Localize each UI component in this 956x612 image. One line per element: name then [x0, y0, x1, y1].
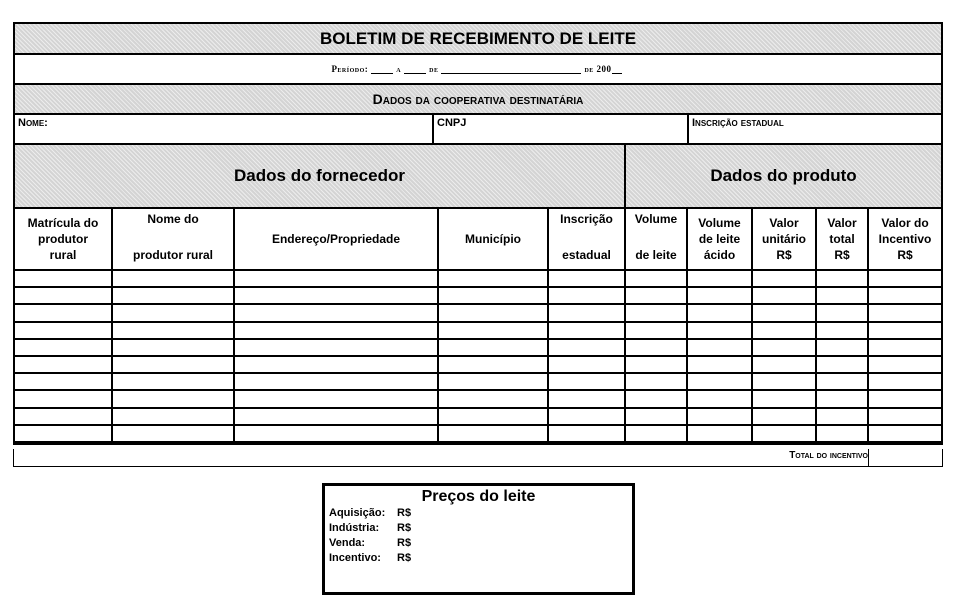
table-cell[interactable]	[753, 357, 817, 374]
price-item-label: Indústria:	[329, 522, 380, 534]
table-cell[interactable]	[817, 426, 869, 443]
table-cell[interactable]	[688, 357, 753, 374]
table-cell[interactable]	[753, 323, 817, 340]
cooperative-fields	[15, 115, 941, 145]
table-cell[interactable]	[817, 340, 869, 357]
column-header-line: de leite	[698, 232, 741, 246]
table-cell[interactable]	[15, 271, 113, 288]
period-a-label: a	[396, 64, 402, 74]
section-headers	[15, 145, 941, 209]
table-cell[interactable]	[869, 288, 941, 305]
table-cell[interactable]	[15, 288, 113, 305]
table-cell[interactable]	[439, 340, 549, 357]
table-cell[interactable]	[688, 409, 753, 426]
table-cell[interactable]	[439, 323, 549, 340]
table-cell[interactable]	[817, 391, 869, 408]
price-item	[329, 551, 632, 566]
table-cell[interactable]	[15, 340, 113, 357]
column-header-line: Endereço/Propriedade	[271, 232, 401, 246]
table-cell[interactable]	[753, 426, 817, 443]
table-cell[interactable]	[753, 374, 817, 391]
column-header-line: R$	[776, 248, 792, 262]
table-cell[interactable]	[235, 409, 439, 426]
total-incentive-label: Total do incentivo	[789, 450, 868, 461]
supplier-section-title: Dados do fornecedor	[15, 145, 626, 207]
price-item-currency[interactable]: R$	[397, 507, 412, 519]
table-cell[interactable]	[235, 426, 439, 443]
cooperative-section-title: Dados da cooperativa destinatária	[15, 85, 941, 115]
table-row	[15, 271, 941, 288]
table-cell[interactable]	[15, 409, 113, 426]
price-item-currency[interactable]: R$	[397, 522, 412, 534]
period-day-end-blank[interactable]	[404, 65, 426, 74]
total-incentive-value-field[interactable]	[868, 449, 942, 466]
column-header	[15, 209, 113, 271]
milk-prices-title: Preços do leite	[421, 488, 536, 505]
table-cell[interactable]	[113, 391, 235, 408]
table-cell[interactable]	[753, 305, 817, 322]
table-cell[interactable]	[817, 271, 869, 288]
table-cell[interactable]	[113, 409, 235, 426]
cooperative-state-registration-field[interactable]	[689, 115, 941, 143]
column-header-line: Inscrição	[560, 212, 613, 226]
table-cell[interactable]	[626, 409, 688, 426]
table-cell[interactable]	[549, 305, 626, 322]
table-cell[interactable]	[817, 323, 869, 340]
table-cell[interactable]	[869, 271, 941, 288]
price-item-currency[interactable]: R$	[397, 552, 412, 564]
table-cell[interactable]	[235, 340, 439, 357]
column-header-line: produtor rural	[133, 248, 213, 262]
table-cell[interactable]	[549, 391, 626, 408]
supplier-rows	[15, 271, 941, 443]
table-cell[interactable]	[113, 357, 235, 374]
table-cell[interactable]	[235, 357, 439, 374]
table-cell[interactable]	[688, 288, 753, 305]
table-row	[15, 323, 941, 340]
table-cell[interactable]	[869, 374, 941, 391]
column-header-line: Nome do	[147, 212, 199, 226]
column-header-line: de leite	[635, 248, 677, 262]
table-cell[interactable]	[113, 271, 235, 288]
table-cell[interactable]	[113, 340, 235, 357]
column-header	[439, 209, 549, 271]
table-row	[15, 288, 941, 305]
table-cell[interactable]	[549, 357, 626, 374]
column-header	[626, 209, 688, 271]
table-cell[interactable]	[688, 340, 753, 357]
column-header-line: Matrícula do	[27, 216, 99, 230]
table-cell[interactable]	[817, 288, 869, 305]
product-section-title: Dados do produto	[710, 166, 857, 185]
table-cell[interactable]	[817, 305, 869, 322]
column-header-line: ácido	[703, 248, 736, 262]
table-cell[interactable]	[113, 323, 235, 340]
table-cell[interactable]	[626, 374, 688, 391]
table-cell[interactable]	[439, 374, 549, 391]
table-cell[interactable]	[439, 305, 549, 322]
price-item	[329, 536, 632, 551]
table-row	[15, 340, 941, 357]
table-cell[interactable]	[688, 271, 753, 288]
table-cell[interactable]	[113, 426, 235, 443]
table-cell[interactable]	[15, 391, 113, 408]
total-incentive-row	[13, 449, 943, 467]
column-header-line: unitário	[762, 232, 806, 246]
table-cell[interactable]	[753, 288, 817, 305]
column-headers	[15, 209, 941, 271]
column-header-line: R$	[834, 248, 850, 262]
table-cell[interactable]	[549, 374, 626, 391]
table-cell[interactable]	[235, 305, 439, 322]
table-cell[interactable]	[753, 271, 817, 288]
milk-receipt-form	[13, 22, 943, 445]
table-cell[interactable]	[626, 305, 688, 322]
table-cell[interactable]	[626, 426, 688, 443]
table-row	[15, 409, 941, 426]
table-cell[interactable]	[869, 340, 941, 357]
price-item-label: Aquisição:	[329, 507, 386, 519]
table-cell[interactable]	[626, 271, 688, 288]
price-item	[329, 506, 632, 521]
price-item	[329, 521, 632, 536]
column-header-line: R$	[897, 248, 913, 262]
table-cell[interactable]	[549, 288, 626, 305]
table-cell[interactable]	[439, 409, 549, 426]
table-cell[interactable]	[869, 391, 941, 408]
column-header	[235, 209, 439, 271]
column-header-line: produtor	[38, 232, 88, 246]
cooperative-cnpj-field[interactable]	[434, 115, 689, 143]
period-day-start-blank[interactable]	[371, 65, 393, 74]
table-cell[interactable]	[626, 288, 688, 305]
table-cell[interactable]	[688, 391, 753, 408]
period-de-label: de	[429, 64, 439, 74]
table-cell[interactable]	[817, 374, 869, 391]
period-line	[15, 55, 941, 85]
column-header	[688, 209, 753, 271]
table-cell[interactable]	[113, 305, 235, 322]
column-header-line: Valor do	[881, 216, 929, 230]
period-year-label: de 200	[584, 64, 612, 74]
table-cell[interactable]	[15, 357, 113, 374]
period-label: Período:	[331, 64, 369, 74]
table-cell[interactable]	[15, 374, 113, 391]
table-cell[interactable]	[817, 409, 869, 426]
cooperative-name-label: Nome:	[18, 117, 48, 129]
table-cell[interactable]	[439, 271, 549, 288]
table-cell[interactable]	[15, 426, 113, 443]
column-header-line: total	[829, 232, 855, 246]
period-year-blank[interactable]	[612, 65, 622, 74]
column-header	[817, 209, 869, 271]
table-cell[interactable]	[439, 288, 549, 305]
table-cell[interactable]	[235, 391, 439, 408]
table-cell[interactable]	[235, 271, 439, 288]
table-cell[interactable]	[688, 323, 753, 340]
cooperative-cnpj-label: CNPJ	[437, 117, 467, 129]
column-header	[753, 209, 817, 271]
table-row	[15, 426, 941, 443]
table-row	[15, 391, 941, 408]
table-cell[interactable]	[688, 305, 753, 322]
table-cell[interactable]	[817, 357, 869, 374]
column-header-line: Volume	[634, 212, 678, 226]
milk-prices-list	[325, 506, 632, 566]
column-header	[869, 209, 941, 271]
period-month-blank[interactable]	[441, 65, 581, 74]
table-cell[interactable]	[113, 288, 235, 305]
table-cell[interactable]	[113, 374, 235, 391]
table-cell[interactable]	[753, 409, 817, 426]
column-header-line: Volume	[698, 216, 741, 230]
price-item-label: Incentivo:	[329, 552, 381, 564]
column-header-line: Incentivo	[878, 232, 932, 246]
table-cell[interactable]	[753, 340, 817, 357]
table-cell[interactable]	[15, 305, 113, 322]
column-header-line: Município	[465, 232, 521, 246]
table-cell[interactable]	[688, 426, 753, 443]
table-cell[interactable]	[869, 426, 941, 443]
column-header-line: Valor	[827, 216, 857, 230]
column-header	[549, 209, 626, 271]
column-header	[113, 209, 235, 271]
table-cell[interactable]	[549, 409, 626, 426]
cooperative-state-registration-label: Inscrição estadual	[692, 117, 784, 129]
table-cell[interactable]	[626, 323, 688, 340]
price-item-label: Venda:	[329, 537, 366, 549]
table-cell[interactable]	[688, 374, 753, 391]
table-cell[interactable]	[439, 391, 549, 408]
column-header-line: estadual	[562, 248, 611, 262]
table-cell[interactable]	[235, 288, 439, 305]
table-cell[interactable]	[753, 391, 817, 408]
table-cell[interactable]	[626, 340, 688, 357]
table-row	[15, 357, 941, 374]
cooperative-name-field[interactable]	[15, 115, 434, 143]
table-cell[interactable]	[626, 357, 688, 374]
column-header-line: rural	[49, 248, 77, 262]
price-item-currency[interactable]: R$	[397, 537, 412, 549]
table-row	[15, 305, 941, 322]
table-cell[interactable]	[869, 357, 941, 374]
milk-prices-box	[322, 483, 635, 595]
table-cell[interactable]	[869, 305, 941, 322]
table-cell[interactable]	[15, 323, 113, 340]
table-cell[interactable]	[439, 426, 549, 443]
table-cell[interactable]	[549, 271, 626, 288]
table-cell[interactable]	[235, 323, 439, 340]
table-cell[interactable]	[626, 391, 688, 408]
form-title: BOLETIM DE RECEBIMENTO DE LEITE	[15, 24, 941, 55]
table-cell[interactable]	[439, 357, 549, 374]
table-cell[interactable]	[549, 426, 626, 443]
table-cell[interactable]	[869, 323, 941, 340]
table-cell[interactable]	[235, 374, 439, 391]
table-cell[interactable]	[869, 409, 941, 426]
table-cell[interactable]	[549, 340, 626, 357]
table-row	[15, 374, 941, 391]
column-header-line: Valor	[769, 216, 799, 230]
table-cell[interactable]	[549, 323, 626, 340]
